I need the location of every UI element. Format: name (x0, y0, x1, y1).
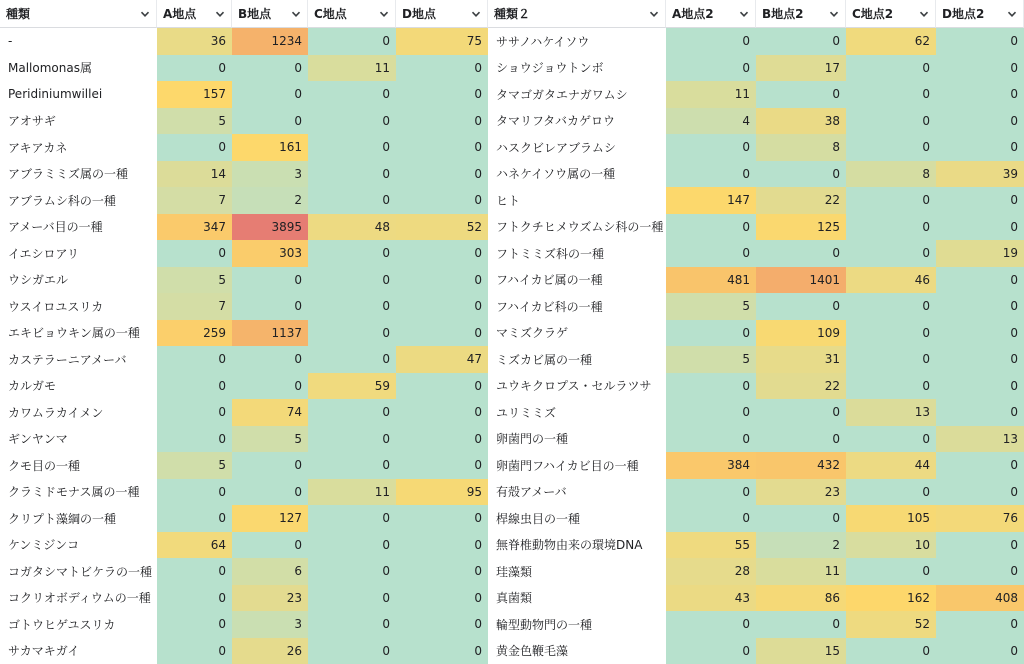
count-cell[interactable]: 5 (232, 426, 308, 453)
species-name-cell[interactable]: ウスイロユスリカ (0, 293, 157, 320)
species-name-cell[interactable]: 黄金色鞭毛藻 (488, 638, 666, 664)
column-header-1[interactable] (157, 0, 232, 28)
count-cell[interactable]: 0 (157, 585, 232, 612)
count-cell[interactable]: 0 (756, 28, 846, 55)
count-cell[interactable]: 0 (846, 240, 936, 267)
count-cell[interactable]: 0 (396, 161, 488, 188)
count-cell[interactable]: 0 (846, 373, 936, 400)
column-header-2[interactable] (232, 0, 308, 28)
species-name-cell[interactable]: ミズカビ属の一種 (488, 346, 666, 373)
species-name-cell[interactable]: フハイカビ属の一種 (488, 267, 666, 294)
species-name-cell[interactable]: クリプト藻綱の一種 (0, 505, 157, 532)
count-cell[interactable]: 0 (157, 55, 232, 82)
chevron-down-icon[interactable] (213, 7, 227, 21)
count-cell[interactable]: 0 (756, 161, 846, 188)
count-cell[interactable]: 161 (232, 134, 308, 161)
count-cell[interactable]: 0 (936, 81, 1024, 108)
count-cell[interactable]: 0 (396, 426, 488, 453)
count-cell[interactable]: 0 (666, 28, 756, 55)
count-cell[interactable]: 0 (157, 399, 232, 426)
species-name-cell[interactable]: ハネケイソウ属の一種 (488, 161, 666, 188)
count-cell[interactable]: 1401 (756, 267, 846, 294)
count-cell[interactable]: 0 (157, 240, 232, 267)
species-name-cell[interactable]: ハスクビレアブラムシ (488, 134, 666, 161)
count-cell[interactable]: 15 (756, 638, 846, 664)
species-name-cell[interactable]: ヒト (488, 187, 666, 214)
count-cell[interactable]: 0 (308, 293, 396, 320)
count-cell[interactable]: 0 (308, 532, 396, 559)
column-header-4[interactable] (396, 0, 488, 28)
count-cell[interactable]: 0 (396, 505, 488, 532)
count-cell[interactable]: 0 (232, 346, 308, 373)
count-cell[interactable]: 0 (232, 532, 308, 559)
count-cell[interactable]: 76 (936, 505, 1024, 532)
count-cell[interactable]: 0 (756, 240, 846, 267)
species-name-cell[interactable]: ショウジョウトンボ (488, 55, 666, 82)
species-name-cell[interactable]: ササノハケイソウ (488, 28, 666, 55)
species-name-cell[interactable]: タマゴガタエナガワムシ (488, 81, 666, 108)
count-cell[interactable]: 1137 (232, 320, 308, 347)
count-cell[interactable]: 11 (308, 479, 396, 506)
count-cell[interactable]: 0 (936, 214, 1024, 241)
count-cell[interactable]: 0 (936, 187, 1024, 214)
count-cell[interactable]: 5 (157, 452, 232, 479)
species-name-cell[interactable]: ゴトウヒゲユスリカ (0, 611, 157, 638)
count-cell[interactable]: 0 (308, 81, 396, 108)
count-cell[interactable]: 0 (396, 267, 488, 294)
species-name-cell[interactable]: ユウキクロプス・セルラツサ (488, 373, 666, 400)
count-cell[interactable]: 259 (157, 320, 232, 347)
count-cell[interactable]: 95 (396, 479, 488, 506)
species-name-cell[interactable]: 珪藻類 (488, 558, 666, 585)
count-cell[interactable]: 13 (936, 426, 1024, 453)
count-cell[interactable]: 7 (157, 187, 232, 214)
count-cell[interactable]: 6 (232, 558, 308, 585)
count-cell[interactable]: 52 (846, 611, 936, 638)
count-cell[interactable]: 44 (846, 452, 936, 479)
count-cell[interactable]: 0 (308, 638, 396, 664)
count-cell[interactable]: 0 (666, 611, 756, 638)
count-cell[interactable]: 2 (232, 187, 308, 214)
column-header-9[interactable] (936, 0, 1024, 28)
species-name-cell[interactable]: カステラーニアメーバ (0, 346, 157, 373)
count-cell[interactable]: 0 (396, 81, 488, 108)
count-cell[interactable]: 55 (666, 532, 756, 559)
count-cell[interactable]: 0 (396, 293, 488, 320)
count-cell[interactable]: 125 (756, 214, 846, 241)
count-cell[interactable]: 36 (157, 28, 232, 55)
count-cell[interactable]: 0 (232, 81, 308, 108)
count-cell[interactable]: 0 (936, 638, 1024, 664)
species-name-cell[interactable]: エキビョウキン属の一種 (0, 320, 157, 347)
count-cell[interactable]: 75 (396, 28, 488, 55)
species-name-cell[interactable]: クモ目の一種 (0, 452, 157, 479)
species-name-cell[interactable]: アキアカネ (0, 134, 157, 161)
count-cell[interactable]: 0 (232, 373, 308, 400)
count-cell[interactable]: 86 (756, 585, 846, 612)
column-header-label: D地点 (402, 7, 436, 21)
species-name-cell[interactable]: ギンヤンマ (0, 426, 157, 453)
count-cell[interactable]: 0 (666, 240, 756, 267)
column-header-label: D地点2 (942, 7, 985, 21)
count-cell[interactable]: 0 (157, 426, 232, 453)
count-cell[interactable]: 127 (232, 505, 308, 532)
column-header-label: C地点 (314, 7, 347, 21)
count-cell[interactable]: 0 (157, 558, 232, 585)
species-name-cell[interactable]: 卵菌門の一種 (488, 426, 666, 453)
count-cell[interactable]: 0 (157, 373, 232, 400)
species-name-cell[interactable]: ケンミジンコ (0, 532, 157, 559)
count-cell[interactable]: 0 (756, 399, 846, 426)
count-cell[interactable]: 0 (308, 161, 396, 188)
count-cell[interactable]: 347 (157, 214, 232, 241)
species-name-cell[interactable]: 無脊椎動物由来の環境DNA (488, 532, 666, 559)
species-name-cell[interactable]: クラミドモナス属の一種 (0, 479, 157, 506)
column-header-8[interactable] (846, 0, 936, 28)
count-cell[interactable]: 0 (308, 108, 396, 135)
count-cell[interactable]: 7 (157, 293, 232, 320)
count-cell[interactable]: 59 (308, 373, 396, 400)
count-cell[interactable]: 0 (157, 638, 232, 664)
count-cell[interactable]: 38 (756, 108, 846, 135)
count-cell[interactable]: 105 (846, 505, 936, 532)
count-cell[interactable]: 0 (666, 479, 756, 506)
count-cell[interactable]: 0 (846, 320, 936, 347)
count-cell[interactable]: 62 (846, 28, 936, 55)
species-name-cell[interactable]: コガタシマトビケラの一種 (0, 558, 157, 585)
count-cell[interactable]: 0 (157, 134, 232, 161)
count-cell[interactable]: 0 (396, 320, 488, 347)
species-name-cell[interactable]: 輪型動物門の一種 (488, 611, 666, 638)
count-cell[interactable]: 0 (666, 426, 756, 453)
column-header-label: B地点2 (762, 7, 804, 21)
count-cell[interactable]: 0 (396, 452, 488, 479)
count-cell[interactable]: 19 (936, 240, 1024, 267)
column-header-0[interactable] (0, 0, 157, 28)
count-cell[interactable]: 0 (232, 293, 308, 320)
count-cell[interactable]: 408 (936, 585, 1024, 612)
species-name-cell[interactable]: 真菌類 (488, 585, 666, 612)
count-cell[interactable]: 0 (396, 134, 488, 161)
count-cell[interactable]: 0 (666, 505, 756, 532)
chevron-down-icon[interactable] (1005, 7, 1019, 21)
count-cell[interactable]: 1234 (232, 28, 308, 55)
count-cell[interactable]: 13 (846, 399, 936, 426)
count-cell[interactable]: 0 (846, 55, 936, 82)
count-cell[interactable]: 4 (666, 108, 756, 135)
species-name-cell[interactable]: マミズクラゲ (488, 320, 666, 347)
count-cell[interactable]: 0 (232, 267, 308, 294)
count-cell[interactable]: 0 (936, 558, 1024, 585)
species-name-cell[interactable]: フトミミズ科の一種 (488, 240, 666, 267)
column-header-7[interactable] (756, 0, 846, 28)
count-cell[interactable]: 39 (936, 161, 1024, 188)
count-cell[interactable]: 11 (308, 55, 396, 82)
chevron-down-icon[interactable] (138, 7, 152, 21)
column-header-label: B地点 (238, 7, 272, 21)
count-cell[interactable]: 0 (936, 479, 1024, 506)
count-cell[interactable]: 3 (232, 611, 308, 638)
species-name-cell[interactable]: ウシガエル (0, 267, 157, 294)
count-cell[interactable]: 0 (396, 55, 488, 82)
count-cell[interactable]: 0 (157, 505, 232, 532)
count-cell[interactable]: 0 (308, 452, 396, 479)
count-cell[interactable]: 0 (846, 187, 936, 214)
count-cell[interactable]: 43 (666, 585, 756, 612)
count-cell[interactable]: 0 (846, 426, 936, 453)
count-cell[interactable]: 74 (232, 399, 308, 426)
count-cell[interactable]: 0 (936, 452, 1024, 479)
count-cell[interactable]: 0 (756, 611, 846, 638)
count-cell[interactable]: 0 (756, 293, 846, 320)
count-cell[interactable]: 0 (396, 558, 488, 585)
count-cell[interactable]: 5 (666, 293, 756, 320)
count-cell[interactable]: 0 (666, 638, 756, 664)
column-header-label: A地点2 (672, 7, 714, 21)
count-cell[interactable]: 0 (846, 81, 936, 108)
count-cell[interactable]: 0 (846, 638, 936, 664)
species-name-cell[interactable]: カワムラカイメン (0, 399, 157, 426)
count-cell[interactable]: 52 (396, 214, 488, 241)
count-cell[interactable]: 0 (308, 585, 396, 612)
count-cell[interactable]: 147 (666, 187, 756, 214)
count-cell[interactable]: 0 (308, 611, 396, 638)
count-cell[interactable]: 0 (308, 505, 396, 532)
count-cell[interactable]: 432 (756, 452, 846, 479)
species-name-cell[interactable]: フトクチヒメウズムシ科の一種 (488, 214, 666, 241)
count-cell[interactable]: 0 (666, 399, 756, 426)
count-cell[interactable]: 0 (232, 479, 308, 506)
count-cell[interactable]: 0 (396, 611, 488, 638)
count-cell[interactable]: 0 (666, 134, 756, 161)
species-name-cell[interactable]: アオサギ (0, 108, 157, 135)
count-cell[interactable]: 64 (157, 532, 232, 559)
count-cell[interactable]: 8 (846, 161, 936, 188)
column-header-label: 種類２ (494, 7, 531, 21)
count-cell[interactable]: 0 (157, 479, 232, 506)
column-header-label: A地点 (163, 7, 197, 21)
count-cell[interactable]: 0 (396, 373, 488, 400)
count-cell[interactable]: 0 (936, 532, 1024, 559)
count-cell[interactable]: 0 (756, 81, 846, 108)
count-cell[interactable]: 17 (756, 55, 846, 82)
count-cell[interactable]: 26 (232, 638, 308, 664)
count-cell[interactable]: 3 (232, 161, 308, 188)
count-cell[interactable]: 47 (396, 346, 488, 373)
count-cell[interactable]: 0 (396, 240, 488, 267)
species-name-cell[interactable]: フハイカビ科の一種 (488, 293, 666, 320)
column-header-3[interactable] (308, 0, 396, 28)
count-cell[interactable]: 0 (846, 108, 936, 135)
column-header-label: 種類 (6, 7, 31, 21)
count-cell[interactable]: 0 (756, 505, 846, 532)
count-cell[interactable]: 46 (846, 267, 936, 294)
species-name-cell[interactable]: - (0, 28, 157, 55)
count-cell[interactable]: 0 (936, 611, 1024, 638)
count-cell[interactable]: 0 (308, 399, 396, 426)
column-header-5[interactable] (488, 0, 666, 28)
count-cell[interactable]: 0 (308, 267, 396, 294)
count-cell[interactable]: 0 (846, 479, 936, 506)
count-cell[interactable]: 0 (666, 373, 756, 400)
count-cell[interactable]: 23 (756, 479, 846, 506)
count-cell[interactable]: 0 (396, 638, 488, 664)
count-cell[interactable]: 162 (846, 585, 936, 612)
count-cell[interactable]: 48 (308, 214, 396, 241)
count-cell[interactable]: 11 (666, 81, 756, 108)
chevron-down-icon[interactable] (917, 7, 931, 21)
count-cell[interactable]: 10 (846, 532, 936, 559)
species-name-cell[interactable]: Peridiniumwillei (0, 81, 157, 108)
count-cell[interactable]: 0 (666, 214, 756, 241)
chevron-down-icon[interactable] (289, 7, 303, 21)
count-cell[interactable]: 31 (756, 346, 846, 373)
count-cell[interactable]: 0 (396, 532, 488, 559)
count-cell[interactable]: 0 (846, 134, 936, 161)
count-cell[interactable]: 0 (396, 187, 488, 214)
species-name-cell[interactable]: アメーバ目の一種 (0, 214, 157, 241)
count-cell[interactable]: 0 (232, 452, 308, 479)
count-cell[interactable]: 0 (846, 346, 936, 373)
species-name-cell[interactable]: アブラムシ科の一種 (0, 187, 157, 214)
count-cell[interactable]: 28 (666, 558, 756, 585)
count-cell[interactable]: 0 (308, 346, 396, 373)
count-cell[interactable]: 5 (157, 108, 232, 135)
count-cell[interactable]: 303 (232, 240, 308, 267)
count-cell[interactable]: 3895 (232, 214, 308, 241)
count-cell[interactable]: 0 (308, 320, 396, 347)
count-cell[interactable]: 0 (846, 293, 936, 320)
chevron-down-icon[interactable] (377, 7, 391, 21)
chevron-down-icon[interactable] (737, 7, 751, 21)
count-cell[interactable]: 0 (936, 293, 1024, 320)
count-cell[interactable]: 22 (756, 187, 846, 214)
count-cell[interactable]: 0 (308, 187, 396, 214)
species-name-cell[interactable]: タマリフタバカゲロウ (488, 108, 666, 135)
count-cell[interactable]: 157 (157, 81, 232, 108)
species-name-cell[interactable]: コクリオボディウムの一種 (0, 585, 157, 612)
chevron-down-icon[interactable] (469, 7, 483, 21)
count-cell[interactable]: 384 (666, 452, 756, 479)
count-cell[interactable]: 0 (157, 611, 232, 638)
count-cell[interactable]: 0 (308, 558, 396, 585)
count-cell[interactable]: 0 (308, 426, 396, 453)
count-cell[interactable]: 0 (396, 585, 488, 612)
count-cell[interactable]: 0 (666, 320, 756, 347)
count-cell[interactable]: 11 (756, 558, 846, 585)
species-name-cell[interactable]: ユリミミズ (488, 399, 666, 426)
species-name-cell[interactable]: イエシロアリ (0, 240, 157, 267)
count-cell[interactable]: 2 (756, 532, 846, 559)
count-cell[interactable]: 14 (157, 161, 232, 188)
species-name-cell[interactable]: 有殻アメーバ (488, 479, 666, 506)
count-cell[interactable]: 0 (936, 108, 1024, 135)
column-header-label: C地点2 (852, 7, 894, 21)
count-cell[interactable]: 0 (846, 214, 936, 241)
chevron-down-icon[interactable] (647, 7, 661, 21)
species-name-cell[interactable]: Mallomonas属 (0, 55, 157, 82)
count-cell[interactable]: 481 (666, 267, 756, 294)
species-name-cell[interactable]: 卵菌門フハイカビ目の一種 (488, 452, 666, 479)
count-cell[interactable]: 0 (846, 558, 936, 585)
count-cell[interactable]: 5 (157, 267, 232, 294)
chevron-down-icon[interactable] (827, 7, 841, 21)
count-cell[interactable]: 0 (308, 134, 396, 161)
species-name-cell[interactable]: カルガモ (0, 373, 157, 400)
count-cell[interactable]: 8 (756, 134, 846, 161)
count-cell[interactable]: 0 (157, 346, 232, 373)
count-cell[interactable]: 22 (756, 373, 846, 400)
count-cell[interactable]: 0 (936, 399, 1024, 426)
count-cell[interactable]: 0 (936, 55, 1024, 82)
count-cell[interactable]: 23 (232, 585, 308, 612)
count-cell[interactable]: 5 (666, 346, 756, 373)
count-cell[interactable]: 0 (936, 134, 1024, 161)
count-cell[interactable]: 0 (756, 426, 846, 453)
count-cell[interactable]: 0 (666, 55, 756, 82)
count-cell[interactable]: 0 (936, 373, 1024, 400)
column-header-6[interactable] (666, 0, 756, 28)
count-cell[interactable]: 0 (232, 108, 308, 135)
count-cell[interactable]: 0 (936, 267, 1024, 294)
count-cell[interactable]: 0 (396, 108, 488, 135)
count-cell[interactable]: 0 (666, 161, 756, 188)
count-cell[interactable]: 109 (756, 320, 846, 347)
species-name-cell[interactable]: アブラミミズ属の一種 (0, 161, 157, 188)
count-cell[interactable]: 0 (936, 346, 1024, 373)
count-cell[interactable]: 0 (936, 28, 1024, 55)
count-cell[interactable]: 0 (308, 240, 396, 267)
count-cell[interactable]: 0 (232, 55, 308, 82)
species-name-cell[interactable]: 桿線虫目の一種 (488, 505, 666, 532)
count-cell[interactable]: 0 (396, 399, 488, 426)
count-cell[interactable]: 0 (936, 320, 1024, 347)
count-cell[interactable]: 0 (308, 28, 396, 55)
species-name-cell[interactable]: サカマキガイ (0, 638, 157, 664)
